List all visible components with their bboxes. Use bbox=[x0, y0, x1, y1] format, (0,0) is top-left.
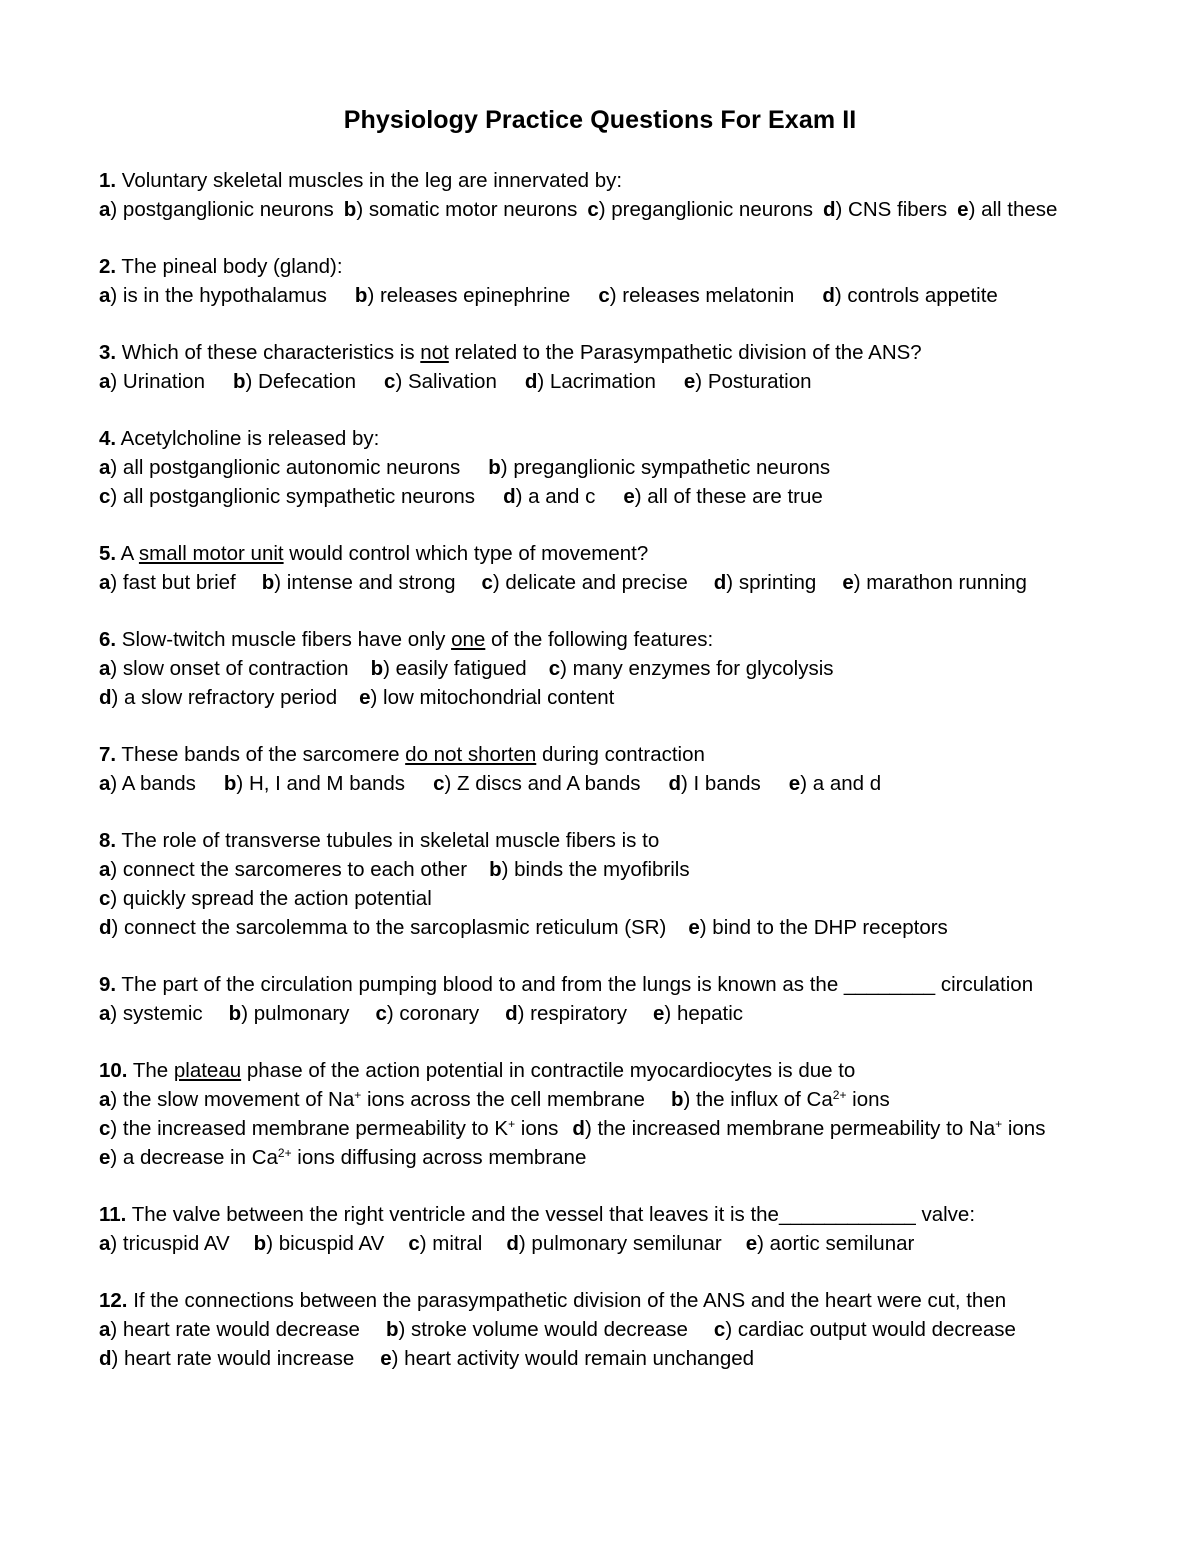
option-e: ) all these bbox=[968, 198, 1058, 221]
option-label: b bbox=[489, 858, 502, 881]
option-label: e bbox=[359, 686, 371, 709]
option-label: b bbox=[232, 370, 246, 393]
option-c: ) Salivation bbox=[395, 370, 497, 393]
option-b: ) bicuspid AV bbox=[266, 1232, 385, 1255]
option-b: ) stroke volume would decrease bbox=[398, 1318, 688, 1341]
underlined-text: one bbox=[451, 628, 486, 651]
question-text: If the connections between the parasympathetic division of the ANS and the heart were cut, then bbox=[127, 1289, 1007, 1312]
question-9-options bbox=[99, 1000, 743, 1028]
question-3-options bbox=[99, 368, 812, 396]
option-label: d bbox=[503, 485, 516, 508]
option-label: c bbox=[375, 1002, 387, 1025]
option-label: b bbox=[354, 284, 368, 307]
question-number: 9. bbox=[99, 973, 117, 996]
option-e: ) Posturation bbox=[695, 370, 812, 393]
option-c-suffix: ions bbox=[515, 1117, 559, 1140]
option-label: b bbox=[343, 198, 357, 221]
option-label: e bbox=[99, 1146, 111, 1169]
option-d: ) CNS fibers bbox=[835, 198, 948, 221]
question-10-options-line-2 bbox=[99, 1115, 1045, 1143]
question-number: 3. bbox=[99, 341, 117, 364]
question-6-stem bbox=[99, 626, 713, 654]
option-label: a bbox=[99, 284, 111, 307]
option-label: a bbox=[99, 1318, 111, 1341]
question-text: related to the Parasympathetic division of the ANS? bbox=[448, 341, 922, 364]
option-label: c bbox=[384, 370, 396, 393]
option-label: b bbox=[488, 456, 501, 479]
option-b: ) binds the myofibrils bbox=[501, 858, 690, 881]
option-label: b bbox=[370, 657, 384, 680]
option-e: ) heart activity would remain unchanged bbox=[391, 1347, 755, 1370]
option-e: ) bind to the DHP receptors bbox=[699, 916, 948, 939]
question-12-stem bbox=[99, 1287, 1006, 1315]
question-text: The role of transverse tubules in skeletal muscle fibers is to bbox=[116, 829, 660, 852]
question-1-options bbox=[99, 196, 1057, 224]
question-number: 5. bbox=[99, 542, 117, 565]
option-c: ) coronary bbox=[386, 1002, 480, 1025]
option-label: c bbox=[587, 198, 599, 221]
option-a: ) is in the hypothalamus bbox=[110, 284, 327, 307]
option-label: e bbox=[683, 370, 696, 393]
option-label: e bbox=[745, 1232, 758, 1255]
option-label: e bbox=[623, 485, 635, 508]
option-e-suffix: ions diffusing across membrane bbox=[291, 1146, 587, 1169]
question-text: Slow-twitch muscle fibers have only bbox=[116, 628, 452, 651]
question-4-options-line-1 bbox=[99, 454, 830, 482]
question-6-options-line-1 bbox=[99, 655, 834, 683]
question-text: of the following features: bbox=[485, 628, 714, 651]
option-label: c bbox=[433, 772, 445, 795]
option-label: a bbox=[99, 571, 111, 594]
question-11-options bbox=[99, 1230, 914, 1258]
option-a: ) connect the sarcomeres to each other bbox=[110, 858, 468, 881]
option-label: d bbox=[823, 198, 836, 221]
option-c: ) cardiac output would decrease bbox=[725, 1318, 1016, 1341]
option-c: ) many enzymes for glycolysis bbox=[560, 657, 834, 680]
underlined-text: plateau bbox=[173, 1059, 242, 1082]
option-e: ) aortic semilunar bbox=[757, 1232, 915, 1255]
option-label: d bbox=[668, 772, 682, 795]
option-b: ) intense and strong bbox=[274, 571, 456, 594]
ion-charge: + bbox=[354, 1088, 362, 1102]
underlined-text: do not shorten bbox=[405, 743, 537, 766]
ion-charge: 2+ bbox=[277, 1146, 292, 1160]
option-c: ) delicate and precise bbox=[492, 571, 688, 594]
option-a: ) all postganglionic autonomic neurons bbox=[110, 456, 461, 479]
option-label: a bbox=[99, 858, 111, 881]
option-label: d bbox=[99, 916, 112, 939]
option-label: c bbox=[598, 284, 610, 307]
question-number: 7. bbox=[99, 743, 117, 766]
option-label: a bbox=[99, 456, 111, 479]
question-text: The part of the circulation pumping blood to and from the lungs is known as the ________ circulation bbox=[116, 973, 1034, 996]
question-number: 1. bbox=[99, 169, 117, 192]
option-d: ) pulmonary semilunar bbox=[518, 1232, 722, 1255]
question-11-stem bbox=[99, 1201, 975, 1229]
option-label: e bbox=[842, 571, 854, 594]
option-label: d bbox=[572, 1117, 585, 1140]
option-d: ) a and c bbox=[515, 485, 596, 508]
question-9-stem bbox=[99, 971, 1033, 999]
option-label: d bbox=[713, 571, 727, 594]
option-label: d bbox=[99, 1347, 112, 1370]
option-b: ) somatic motor neurons bbox=[356, 198, 578, 221]
option-label: c bbox=[99, 1117, 111, 1140]
option-c: ) preganglionic neurons bbox=[598, 198, 813, 221]
question-text: Which of these characteristics is bbox=[116, 341, 421, 364]
option-d: ) heart rate would increase bbox=[111, 1347, 355, 1370]
option-label: a bbox=[99, 1232, 111, 1255]
question-8-options-line-1 bbox=[99, 856, 690, 884]
option-label: b bbox=[385, 1318, 399, 1341]
option-d: ) I bands bbox=[681, 772, 761, 795]
question-7-stem bbox=[99, 741, 705, 769]
option-b: ) pulmonary bbox=[241, 1002, 350, 1025]
question-number: 10. bbox=[99, 1059, 128, 1082]
question-text: The bbox=[127, 1059, 174, 1082]
option-label: d bbox=[505, 1002, 518, 1025]
ion-charge: 2+ bbox=[832, 1088, 847, 1102]
option-a: ) slow onset of contraction bbox=[110, 657, 349, 680]
option-d: ) connect the sarcolemma to the sarcoplasmic reticulum (SR) bbox=[111, 916, 667, 939]
option-b: ) the influx of Ca bbox=[683, 1088, 833, 1111]
option-a: ) fast but brief bbox=[110, 571, 236, 594]
option-a-suffix: ions across the cell membrane bbox=[361, 1088, 645, 1111]
underlined-text: not bbox=[420, 341, 449, 364]
question-text: These bands of the sarcomere bbox=[116, 743, 406, 766]
question-10-options-line-3 bbox=[99, 1144, 586, 1172]
option-c: ) mitral bbox=[419, 1232, 483, 1255]
option-label: e bbox=[957, 198, 969, 221]
option-e: ) all of these are true bbox=[634, 485, 823, 508]
question-number: 8. bbox=[99, 829, 117, 852]
question-3-stem bbox=[99, 339, 922, 367]
option-c: ) the increased membrane permeability to K bbox=[110, 1117, 509, 1140]
question-10-options-line-1 bbox=[99, 1086, 890, 1114]
question-8-options-line-3 bbox=[99, 914, 948, 942]
option-label: d bbox=[99, 686, 112, 709]
question-text: Acetylcholine is released by: bbox=[116, 427, 380, 450]
option-label: b bbox=[670, 1088, 684, 1111]
option-d: ) sprinting bbox=[726, 571, 817, 594]
option-label: d bbox=[524, 370, 538, 393]
question-12-options-line-2 bbox=[99, 1345, 754, 1373]
option-b: ) releases epinephrine bbox=[367, 284, 571, 307]
option-e: ) a decrease in Ca bbox=[110, 1146, 278, 1169]
question-text: would control which type of movement? bbox=[283, 542, 649, 565]
option-a: ) A bands bbox=[110, 772, 196, 795]
option-d: ) Lacrimation bbox=[537, 370, 656, 393]
option-label: e bbox=[688, 916, 700, 939]
option-label: c bbox=[408, 1232, 420, 1255]
option-a: ) tricuspid AV bbox=[110, 1232, 230, 1255]
option-label: b bbox=[223, 772, 237, 795]
page-title: Physiology Practice Questions For Exam II bbox=[343, 106, 857, 134]
option-label: d bbox=[822, 284, 835, 307]
question-number: 4. bbox=[99, 427, 117, 450]
option-c: ) releases melatonin bbox=[609, 284, 795, 307]
option-label: b bbox=[253, 1232, 267, 1255]
option-a: ) postganglionic neurons bbox=[110, 198, 334, 221]
option-label: c bbox=[481, 571, 493, 594]
option-b: ) H, I and M bands bbox=[236, 772, 406, 795]
question-text: Voluntary skeletal muscles in the leg are innervated by: bbox=[116, 169, 623, 192]
question-2-options bbox=[99, 282, 998, 310]
option-label: a bbox=[99, 370, 111, 393]
option-b: ) Defecation bbox=[245, 370, 357, 393]
option-label: c bbox=[99, 887, 111, 910]
option-label: c bbox=[713, 1318, 726, 1341]
option-a: ) Urination bbox=[110, 370, 205, 393]
option-b-suffix: ions bbox=[846, 1088, 890, 1111]
question-5-stem bbox=[99, 540, 648, 568]
option-c: ) all postganglionic sympathetic neurons bbox=[110, 485, 476, 508]
option-d: ) controls appetite bbox=[834, 284, 998, 307]
option-a: ) heart rate would decrease bbox=[110, 1318, 360, 1341]
question-text: The valve between the right ventricle and the vessel that leaves it is the____________ valve: bbox=[126, 1203, 976, 1226]
option-label: e bbox=[380, 1347, 392, 1370]
question-5-options bbox=[99, 569, 1027, 597]
option-label: a bbox=[99, 198, 111, 221]
option-label: e bbox=[653, 1002, 665, 1025]
option-b: ) easily fatigued bbox=[383, 657, 527, 680]
option-label: b bbox=[261, 571, 275, 594]
option-label: a bbox=[99, 1002, 111, 1025]
question-text: phase of the action potential in contractile myocardiocytes is due to bbox=[241, 1059, 856, 1082]
option-d: ) a slow refractory period bbox=[111, 686, 338, 709]
option-label: a bbox=[99, 772, 111, 795]
question-number: 12. bbox=[99, 1289, 128, 1312]
option-a: ) systemic bbox=[110, 1002, 203, 1025]
question-4-options-line-2 bbox=[99, 483, 823, 511]
option-a: ) the slow movement of Na bbox=[110, 1088, 355, 1111]
option-b: ) preganglionic sympathetic neurons bbox=[500, 456, 831, 479]
question-number: 2. bbox=[99, 255, 117, 278]
option-label: a bbox=[99, 1088, 111, 1111]
option-label: c bbox=[99, 485, 111, 508]
question-number: 11. bbox=[99, 1203, 127, 1226]
question-text: during contraction bbox=[536, 743, 705, 766]
option-label: a bbox=[99, 657, 111, 680]
ion-charge: + bbox=[508, 1117, 516, 1131]
option-e: ) hepatic bbox=[664, 1002, 744, 1025]
ion-charge: + bbox=[995, 1117, 1003, 1131]
option-d-suffix: ions bbox=[1002, 1117, 1046, 1140]
question-10-stem bbox=[99, 1057, 855, 1085]
question-12-options-line-1 bbox=[99, 1316, 1016, 1344]
question-7-options bbox=[99, 770, 881, 798]
question-4-stem bbox=[99, 425, 379, 453]
option-c: ) quickly spread the action potential bbox=[110, 887, 432, 910]
question-text: A bbox=[116, 542, 139, 565]
question-text: The pineal body (gland): bbox=[116, 255, 343, 278]
question-6-options-line-2 bbox=[99, 684, 614, 712]
option-label: e bbox=[788, 772, 801, 795]
option-label: b bbox=[228, 1002, 242, 1025]
option-d: ) the increased membrane permeability to Na bbox=[584, 1117, 996, 1140]
question-8-options-line-2 bbox=[99, 885, 432, 913]
question-number: 6. bbox=[99, 628, 117, 651]
option-e: ) low mitochondrial content bbox=[370, 686, 615, 709]
question-8-stem bbox=[99, 827, 659, 855]
question-2-stem bbox=[99, 253, 343, 281]
option-c: ) Z discs and A bands bbox=[444, 772, 641, 795]
option-label: c bbox=[548, 657, 561, 680]
option-d: ) respiratory bbox=[517, 1002, 628, 1025]
option-label: d bbox=[506, 1232, 519, 1255]
option-e: ) marathon running bbox=[853, 571, 1027, 594]
underlined-text: small motor unit bbox=[138, 542, 284, 565]
question-1-stem bbox=[99, 167, 622, 195]
option-e: ) a and d bbox=[800, 772, 882, 795]
